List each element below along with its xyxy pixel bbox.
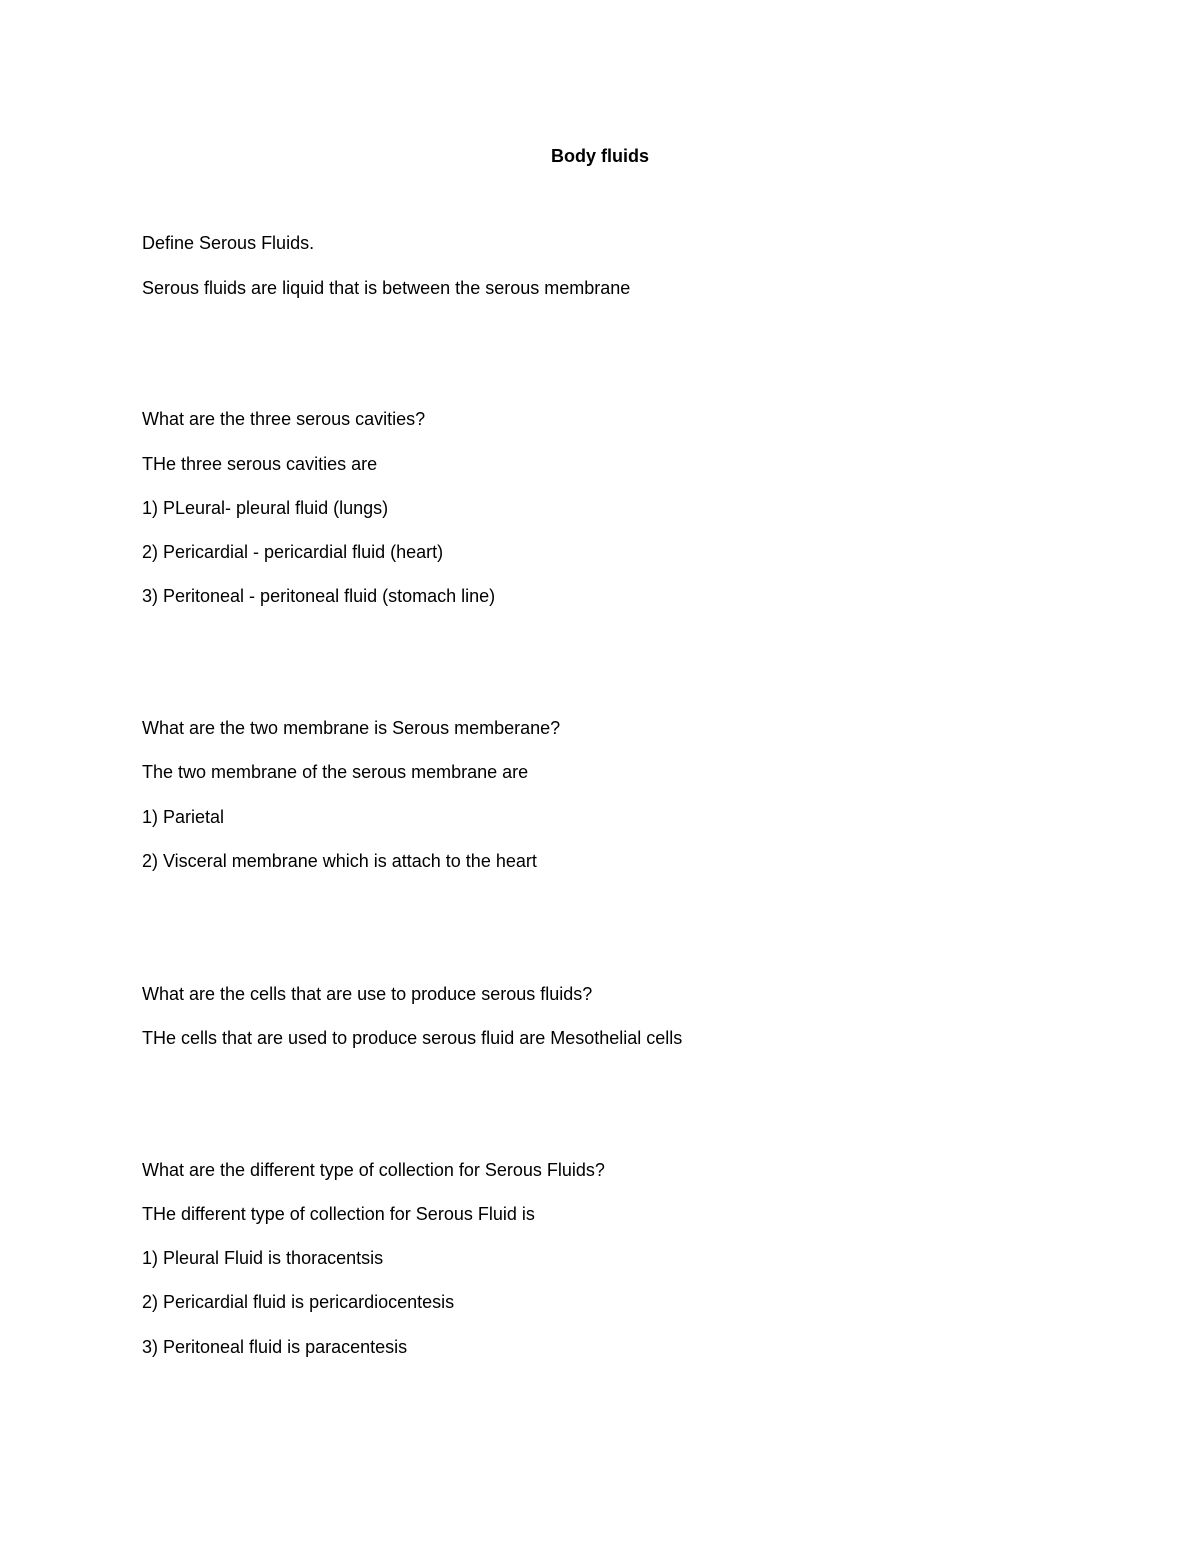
list-item-pericardial: 2) Pericardial - pericardial fluid (heart) xyxy=(142,542,444,562)
answer-collection-types-intro: THe different type of collection for Serous Fluid is xyxy=(142,1204,535,1224)
list-item-peritoneal: 3) Peritoneal - peritoneal fluid (stomach line) xyxy=(142,586,496,606)
list-item-parietal: 1) Parietal xyxy=(142,807,225,827)
list-item-thoracentesis: 1) Pleural Fluid is thoracentsis xyxy=(142,1248,384,1268)
list-item-paracentesis: 3) Peritoneal fluid is paracentesis xyxy=(142,1337,408,1357)
question-producing-cells: What are the cells that are use to produce serous fluids? xyxy=(142,984,593,1004)
answer-two-membranes-intro: The two membrane of the serous membrane are xyxy=(142,762,529,782)
question-serous-cavities: What are the three serous cavities? xyxy=(142,409,426,429)
question-two-membranes: What are the two membrane is Serous memberane? xyxy=(142,718,561,738)
question-collection-types: What are the different type of collection for Serous Fluids? xyxy=(142,1160,605,1180)
page-title: Body fluids xyxy=(551,146,649,166)
list-item-visceral: 2) Visceral membrane which is attach to the heart xyxy=(142,851,537,871)
list-item-pericardiocentesis: 2) Pericardial fluid is pericardiocentesis xyxy=(142,1292,455,1312)
answer-producing-cells: THe cells that are used to produce serous fluid are Mesothelial cells xyxy=(142,1028,683,1048)
list-item-pleural: 1) PLeural- pleural fluid (lungs) xyxy=(142,498,389,518)
question-define-serous-fluids: Define Serous Fluids. xyxy=(142,233,315,253)
answer-serous-cavities-intro: THe three serous cavities are xyxy=(142,454,378,474)
answer-define-serous-fluids: Serous fluids are liquid that is between the serous membrane xyxy=(142,278,631,298)
